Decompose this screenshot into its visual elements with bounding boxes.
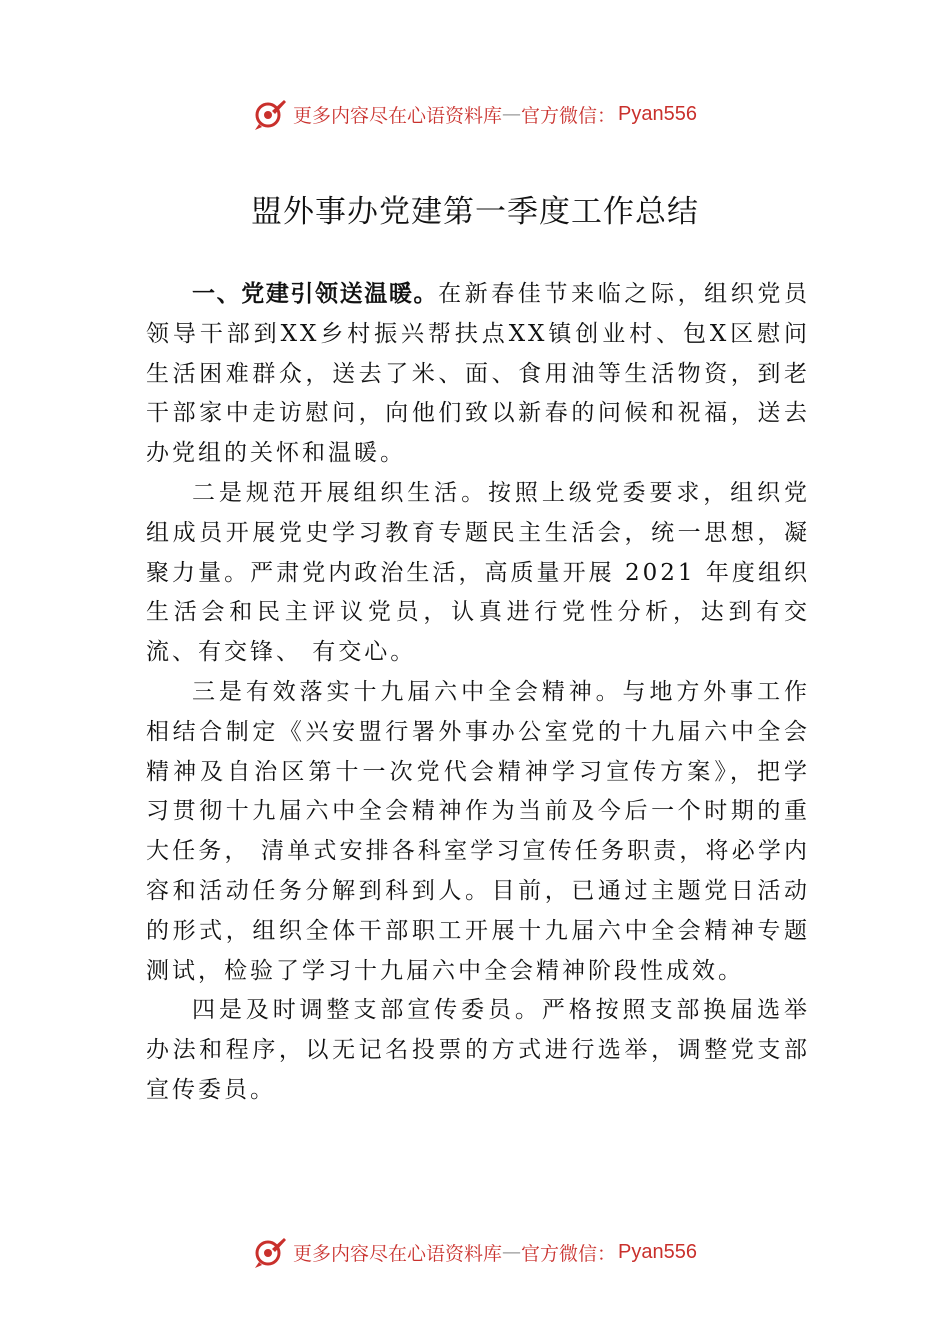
paragraph-2: [146, 474, 810, 673]
document-title: 盟外事办党建第一季度工作总结: [251, 194, 699, 230]
pen-logo-icon: [253, 1235, 287, 1269]
document-body: [146, 275, 810, 1111]
watermark-slogan: 更多内容尽在心语资料库: [293, 1242, 503, 1265]
watermark-slogan: 更多内容尽在心语资料库: [293, 104, 503, 127]
paragraph-4-text: 四是及时调整支部宣传委员。严格按照支部换届选举办法和程序，以无记名投票的方式进行选举，调整党支部宣传委员。: [146, 997, 810, 1103]
watermark-footer: [0, 1232, 950, 1272]
paragraph-2-text: 二是规范开展组织生活。按照上级党委要求，组织党组成员开展党史学习教育专题民主生活会，统一思想，凝聚力量。严肃党内政治生活，高质量开展 2021 年度组织生活会和民主评议党员，认真进行党性分析，达到有交流、有交锋、 有交心。: [146, 479, 810, 666]
paragraph-3: [146, 673, 810, 991]
paragraph-1-text: 在新春佳节来临之际，组织党员领导干部到XX乡村振兴帮扶点XX镇创业村、包X区慰问生活困难群众，送去了米、面、食用油等生活物资，到老干部家中走访慰问，向他们致以新春的问候和祝福，送去办党组的关怀和温暖。: [146, 281, 811, 467]
watermark-account: Pyan556: [618, 102, 697, 125]
watermark-label: 官方微信：: [521, 104, 617, 127]
watermark-account: Pyan556: [618, 1240, 697, 1263]
paragraph-4: [146, 991, 810, 1110]
paragraph-1-lead: 一、党建引领送温暖。: [192, 281, 439, 307]
paragraph-3-text: 三是有效落实十九届六中全会精神。与地方外事工作相结合制定《兴安盟行署外事办公室党的十九届六中全会精神及自治区第十一次党代会精神学习宣传方案》，把学习贯彻十九届六中全会精神作为当前及今后一个时期的重大任务， 清单式安排各科室学习宣传任务职责，将必学内容和活动任务分解到科到人。目前，已通过主题党日活动的形式，组织全体干部职工开展十九届六中全会精神专题测试，检验了学习十九届六中全会精神阶段性成效。: [146, 678, 810, 984]
pen-logo-icon: [253, 97, 287, 131]
watermark-separator: —: [502, 1241, 522, 1263]
watermark-label: 官方微信：: [521, 1242, 617, 1265]
paragraph-1: [146, 275, 810, 474]
watermark-separator: —: [502, 103, 522, 125]
watermark-header: [0, 94, 950, 134]
